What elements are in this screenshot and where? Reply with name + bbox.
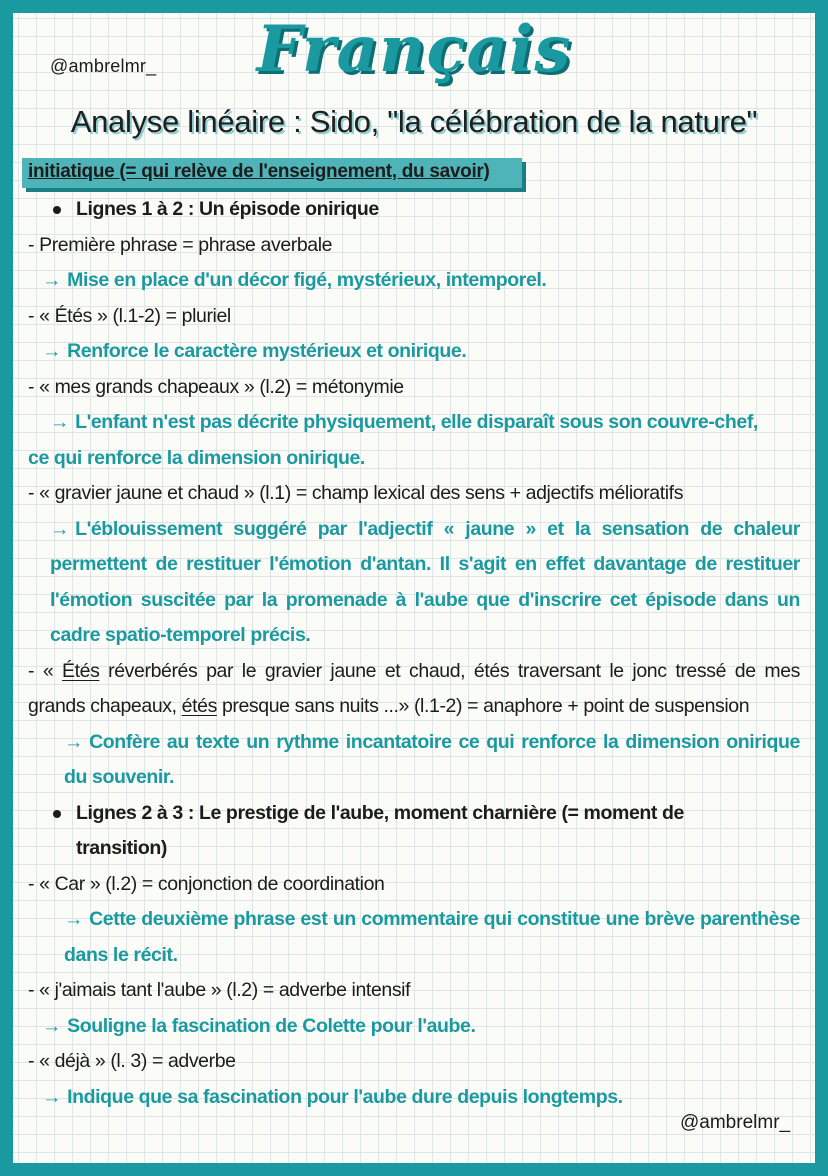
underlined-word: Étés	[62, 659, 100, 682]
analysis-paragraph: → Confère au texte un rythme incantatoire ce qui renforce la dimension onirique du souvenir.	[28, 725, 800, 796]
arrow-icon: →	[64, 730, 84, 753]
analysis-paragraph: → L'éblouissement suggéré par l'adjectif « jaune » et la sensation de chaleur permettent de restituer l'émotion d'antan. Il s'agit en effet davantage de restituer l'émotion suscitée par la promenade à l'aube que d'inscrire cet épisode dans un cadre spatio-temporel précis.	[28, 512, 800, 654]
note-line: - « gravier jaune et chaud » (l.1) = champ lexical des sens + adjectifs mélioratifs	[28, 482, 684, 504]
arrow-icon: →	[64, 908, 84, 930]
analysis-line: → Renforce le caractère mystérieux et onirique.	[28, 334, 800, 370]
analysis-line: → L'enfant n'est pas décrite physiquement, elle disparaît sous son couvre-chef,	[28, 405, 800, 441]
analysis-line-continued: ce qui renforce la dimension onirique.	[28, 446, 365, 469]
section-heading-1: Lignes 1 à 2 : Un épisode onirique	[28, 192, 800, 228]
analysis-line: → Mise en place d'un décor figé, mystérieux, intemporel.	[28, 263, 800, 299]
arrow-icon: →	[42, 1014, 62, 1037]
page-subtitle: Analyse linéaire : Sido, "la célébration de la nature"	[70, 104, 758, 139]
note-line: - « mes grands chapeaux » (l.2) = métonymie	[28, 375, 404, 398]
arrow-icon: →	[50, 517, 70, 540]
highlighted-heading-text: initiatique (= qui relève de l'enseignement, du savoir)	[28, 161, 490, 182]
section-heading-2-continued: transition)	[76, 837, 167, 859]
note-line: - Première phrase = phrase averbale	[28, 233, 333, 256]
note-line: - « déjà » (l. 3) = adverbe	[28, 1050, 236, 1072]
note-line: - « j'aimais tant l'aube » (l.2) = adverbe intensif	[28, 979, 411, 1001]
arrow-icon: →	[50, 411, 70, 433]
analysis-line: → Souligne la fascination de Colette pour l'aube.	[28, 1009, 800, 1045]
note-line: - « Car » (l.2) = conjonction de coordination	[28, 872, 385, 895]
notes-body	[28, 192, 800, 1115]
note-line: - « Étés » (l.1-2) = pluriel	[28, 304, 231, 327]
author-handle-top: @ambrelmr_	[50, 56, 157, 76]
arrow-icon: →	[42, 269, 62, 291]
analysis-line: → Indique que sa fascination pour l'aube dure depuis longtemps.	[28, 1080, 800, 1116]
arrow-icon: →	[42, 340, 62, 362]
author-handle-bottom: @ambrelmr_	[680, 1112, 791, 1133]
analysis-paragraph: → Cette deuxième phrase est un commentaire qui constitue une brève parenthèse dans le récit.	[28, 902, 800, 973]
underlined-word: étés	[181, 695, 217, 717]
page-title: Français	[256, 12, 572, 87]
arrow-icon: →	[42, 1085, 62, 1108]
section-heading-2: Lignes 2 à 3 : Le prestige de l'aube, moment charnière (= moment de	[28, 796, 800, 832]
highlighted-heading	[22, 158, 522, 188]
note-quote-line: - « Étés réverbérés par le gravier jaune et chaud, étés traversant le jonc tressé de mes grands chapeaux, étés presque sans nuits ...» (l.1-2) = anaphore + point de suspension	[28, 659, 801, 717]
